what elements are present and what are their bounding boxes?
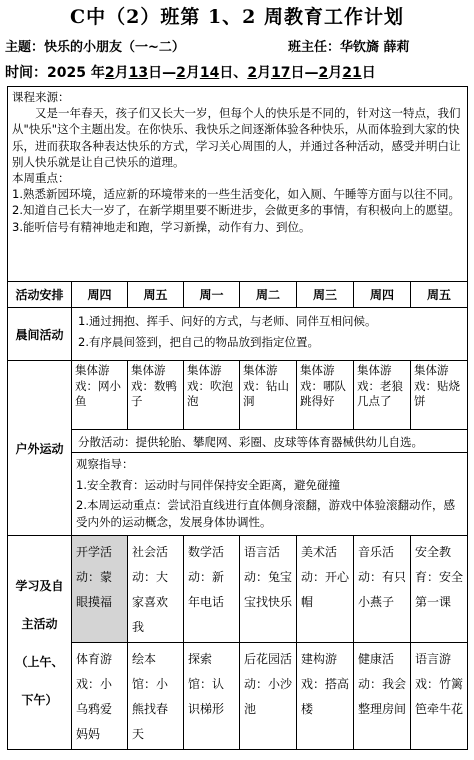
outdoor-game-cell — [354, 361, 411, 430]
time-text-3: 月 — [185, 65, 200, 81]
time-month-3: 2 — [247, 65, 258, 81]
spread-activity: 分散活动：提供轮胎、攀爬网、彩圈、皮球等体育器械供幼儿自选。 — [78, 435, 423, 449]
time-month-1: 2 — [104, 65, 115, 81]
study-activity: 安全教育：安全第一课 — [415, 545, 464, 609]
outdoor-game-cell — [411, 361, 468, 430]
study-activity: 社会活动：大家喜欢我 — [132, 545, 169, 634]
spread-cell — [72, 430, 468, 453]
study-cell — [240, 536, 297, 643]
day-header: 周一 — [184, 282, 240, 308]
study-cell — [411, 643, 468, 750]
study-activity: 音乐活动：有只小燕子 — [358, 545, 407, 609]
time-day-2: 14 — [199, 65, 220, 81]
morning-cell — [72, 308, 468, 361]
outdoor-game: 集体游戏：哪队跳得好 — [300, 363, 346, 408]
time-prefix: 时间：2025 年 — [5, 65, 105, 81]
focus-label: 本周重点： — [12, 171, 70, 186]
focus-point: 3.能听信号有精神地走和跑，学习新操，动作有力、到位。 — [12, 219, 311, 234]
study-activity: 体育游戏：小乌鸦爱妈妈 — [76, 652, 113, 741]
plan-table — [7, 86, 468, 750]
study-label-line: 主活动 — [21, 616, 58, 631]
outdoor-game-cell — [128, 361, 184, 430]
outdoor-game-cell — [240, 361, 297, 430]
time-text-2: 日— — [148, 65, 177, 81]
observe-label: 观察指导： — [76, 457, 134, 471]
study-label-line: 学习及自 — [15, 578, 64, 593]
study-activity: 绘本馆：小熊找春天 — [132, 652, 169, 741]
day-header: 周五 — [411, 282, 468, 308]
meta-line — [5, 36, 470, 54]
study-cell — [72, 643, 128, 750]
focus-point: 1.熟悉新园环境，适应新的环境带来的一些生活变化，如入厕、午睡等方面与以往不同。 — [12, 187, 460, 202]
origin-text: 又是一年春天，孩子们又长大一岁，但每个人的快乐是不同的，针对这一特点，我们从"快乐"这个主题出发。在你快乐、我快乐之间逐渐体验各种快乐，从而体验到大家的快乐，进而获取各种表达快乐的方式，学习关心周围的人，并通过各种活动，感受并明白让别人快乐就是让自己快乐的道理。 — [12, 106, 461, 169]
outdoor-game-cell — [297, 361, 354, 430]
study-cell — [128, 643, 184, 750]
day-header: 周四 — [72, 282, 128, 308]
time-text-5: 月 — [257, 65, 272, 81]
study-cell — [297, 643, 354, 750]
time-day-3: 17 — [271, 65, 291, 81]
outdoor-label: 户外运动 — [8, 361, 72, 536]
focus-point: 2.知道自己长大一岁了，在新学期里要不断进步，会做更多的事情，有积极向上的愿望。 — [12, 203, 460, 218]
study-activity: 美术活动：开心帽 — [301, 545, 350, 609]
day-header: 周三 — [297, 282, 354, 308]
study-cell — [297, 536, 354, 643]
outdoor-game: 集体游戏：老狼几点了 — [357, 363, 403, 408]
teacher-line: 班主任：华钦旖 薛莉 — [288, 40, 410, 55]
time-text-6: 日— — [290, 65, 319, 81]
schedule-header-label: 活动安排 — [8, 282, 72, 308]
morning-line: 1.通过拥抱、挥手、问好的方式，与老师、同伴互相问候。 — [78, 314, 377, 328]
observe-cell — [72, 453, 468, 536]
observe-point: 2.本周运动重点：尝试沿直线进行直体侧身滚翻，游戏中体验滚翻动作，感受内外的运动概念，发展身体协调性。 — [76, 498, 455, 529]
study-cell — [354, 643, 411, 750]
time-text-1: 月 — [114, 65, 129, 81]
study-cell — [240, 643, 297, 750]
time-text-4: 日、 — [219, 65, 248, 81]
page-title: C中（2）班第 1、2 周教育工作计划 — [69, 6, 404, 28]
study-activity: 语言活动：兔宝宝找快乐 — [244, 545, 293, 609]
morning-line: 2.有序晨间签到，把自己的物品放到指定位置。 — [78, 335, 319, 349]
study-activity: 建构游戏：搭高楼 — [301, 652, 350, 716]
study-cell — [128, 536, 184, 643]
time-line — [5, 62, 376, 82]
study-activity: 后花园活动：小沙池 — [244, 652, 293, 716]
study-cell — [411, 536, 468, 643]
study-activity: 健康活动：我会整理房间 — [358, 652, 407, 716]
outdoor-game: 集体游戏：钻山洞 — [243, 363, 289, 408]
study-cell — [184, 643, 240, 750]
study-label — [8, 536, 72, 750]
time-day-4: 21 — [342, 65, 362, 81]
outdoor-game: 集体游戏：网小鱼 — [75, 363, 121, 408]
outdoor-game: 集体游戏：贴烧饼 — [414, 363, 460, 408]
time-month-2: 2 — [176, 65, 186, 81]
day-header: 周五 — [128, 282, 184, 308]
study-activity: 语言游戏：竹篱笆牵牛花 — [415, 652, 464, 716]
time-day-1: 13 — [128, 65, 149, 81]
origin-label: 课程来源： — [12, 90, 70, 104]
day-header: 周二 — [240, 282, 297, 308]
time-text-7: 月 — [328, 65, 343, 81]
outdoor-game: 集体游戏：吹泡泡 — [187, 363, 233, 408]
study-label-line: （上午、 — [15, 654, 64, 669]
outdoor-game-cell — [184, 361, 240, 430]
day-header: 周四 — [354, 282, 411, 308]
outdoor-game: 集体游戏：数鸭子 — [131, 363, 177, 408]
study-cell-highlighted — [72, 536, 128, 643]
time-text-8: 日 — [361, 65, 376, 81]
intro-cell — [8, 87, 468, 282]
study-activity: 探索馆：认识梯形 — [188, 652, 225, 716]
theme-line: 主题：快乐的小朋友（一~二） — [5, 40, 185, 55]
study-cell — [354, 536, 411, 643]
outdoor-game-cell — [72, 361, 128, 430]
study-activity: 数学活动：新年电话 — [188, 545, 225, 609]
study-activity: 开学活动：蒙眼摸福 — [76, 545, 113, 609]
morning-label: 晨间活动 — [8, 308, 72, 361]
study-cell — [184, 536, 240, 643]
study-label-line: 下午） — [21, 692, 58, 707]
time-month-4: 2 — [318, 65, 329, 81]
observe-point: 1.安全教育：运动时与同伴保持安全距离，避免碰撞 — [76, 477, 340, 492]
